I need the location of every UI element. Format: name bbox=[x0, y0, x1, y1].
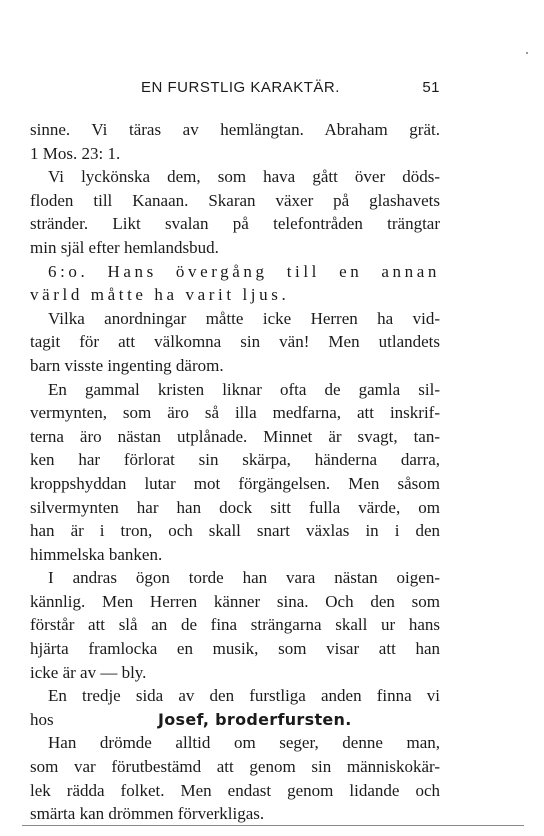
text-line: som var förutbestämd att genom sin människokär- bbox=[30, 757, 440, 777]
text-line: Han drömde alltid om seger, denne man, bbox=[48, 733, 440, 753]
text-line: kännlig. Men Herren känner sina. Och den som bbox=[30, 591, 440, 611]
text-line: Vi lyckönska dem, som hava gått över döds- bbox=[48, 167, 440, 187]
section-heading-line: värld måtte ha varit ljus. bbox=[30, 285, 290, 305]
text-line: vermynten, som äro så illa medfarna, att inskrif- bbox=[30, 403, 440, 423]
text-line: kroppshyddan lutar mot förgängelsen. Men såsom bbox=[30, 473, 440, 493]
text-line: icke är av — bly. bbox=[30, 662, 147, 682]
text-line: I andras ögon torde han vara nästan oigen- bbox=[48, 568, 440, 588]
text-line: Vilka anordningar måtte icke Herren ha vid- bbox=[48, 308, 440, 328]
text-line: hjärta framlocka en musik, som visar att han bbox=[30, 639, 440, 659]
text-line-with-name bbox=[30, 708, 440, 732]
section-heading-line: 6:o. Hans övergång till en annan bbox=[48, 261, 440, 281]
text-line: En gammal kristen liknar ofta de gamla sil- bbox=[48, 379, 440, 399]
text-fragment: hos bbox=[30, 709, 54, 729]
text-line: 1 Mos. 23: 1. bbox=[30, 143, 121, 163]
text-line: stränder. Likt svalan på telefontråden trängtar bbox=[30, 214, 440, 234]
text-line: min själ efter hemlandsbud. bbox=[30, 237, 219, 257]
text-line: smärta kan drömmen förverkligas. bbox=[30, 804, 265, 824]
body-text bbox=[30, 118, 440, 826]
text-line: barn visste ingenting därom. bbox=[30, 355, 224, 375]
text-line: silvermynten har han dock sitt fulla värde, om bbox=[30, 497, 440, 517]
margin-mark bbox=[526, 52, 528, 54]
text-line: En tredje sida av den furstliga anden finna vi bbox=[48, 686, 440, 706]
text-line: ken har förlorat sin skärpa, händerna darra, bbox=[30, 450, 440, 470]
bottom-border-line bbox=[22, 825, 524, 826]
page-number: 51 bbox=[422, 79, 440, 96]
text-line: sinne. Vi täras av hemlängtan. Abraham grät. bbox=[30, 120, 440, 139]
text-line: terna äro nästan utplånade. Minnet är svagt, tan- bbox=[30, 426, 440, 446]
text-line: han är i tron, och skall snart växlas in i den bbox=[30, 521, 440, 541]
text-line: himmelska banken. bbox=[30, 544, 163, 564]
text-line: floden till Kanaan. Skaran växer på glashavets bbox=[30, 190, 440, 210]
text-line: lek rädda folket. Men endast genom lidande och bbox=[30, 780, 440, 800]
text-line: tagit för att välkomna sin vän! Men utlandets bbox=[30, 332, 440, 352]
highlighted-name: Josef, broderfursten. bbox=[158, 709, 352, 729]
running-title: EN FURSTLIG KARAKTÄR. bbox=[141, 79, 340, 96]
running-header bbox=[30, 79, 440, 101]
text-line: förstår att slå an de fina strängarna skall ur hans bbox=[30, 615, 440, 635]
